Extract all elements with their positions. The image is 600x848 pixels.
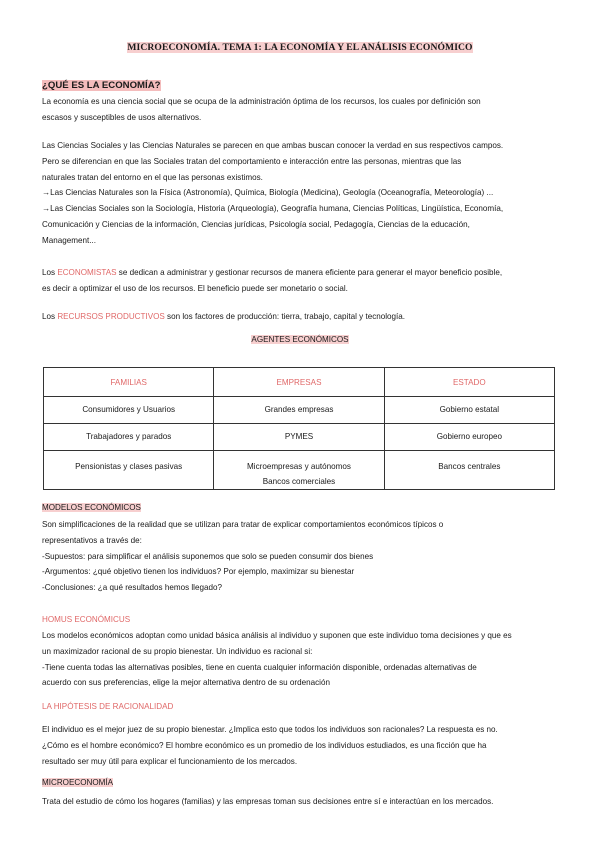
- section-heading-homus: HOMUS ECONÓMICUS: [42, 615, 131, 624]
- paragraph-hipotesis: El individuo es el mejor juez de su propio bienestar. ¿Implica esto que todos los individuos son racionales? La respuesta es no. ¿Cómo es el hombre económico? El hombre económico es un promedio de los individuos estudiados, es una ficción que ha resultado ser muy útil para explicar el funcionamiento de los mercados.: [42, 725, 498, 766]
- table-header-row: [44, 368, 555, 397]
- paragraph-economistas: Los ECONOMISTAS se dedican a administrar y gestionar recursos de manera eficiente para generar el mayor beneficio posible, es decir a optimizar el uso de los recursos. El beneficio puede ser monetario o social.: [42, 268, 503, 293]
- paragraph-homus: Los modelos económicos adoptan como unidad básica análisis al individuo y suponen que este individuo toma decisiones y que es un maximizador racional de su propio bienestar. Un individuo es racional si: -Tiene cuenta todas las alternativas posibles, tiene en cuenta cualquier información disponible, ordenadas alternativas de acuerdo con sus preferencias, elige la mejor alternativa dentro de su ordenación: [42, 631, 512, 688]
- table-row: [44, 424, 555, 451]
- agents-title: AGENTES ECONÓMICOS: [251, 335, 349, 344]
- section-heading-que-es: ¿QUÉ ES LA ECONOMÍA?: [42, 80, 161, 91]
- section-heading-micro: MICROECONOMÍA: [42, 778, 114, 787]
- paragraph-recursos: Los RECURSOS PRODUCTIVOS son los factores de producción: tierra, trabajo, capital y tecnología.: [42, 312, 406, 321]
- keyword-recursos: RECURSOS PRODUCTIVOS: [57, 312, 165, 321]
- table-cell: Trabajadores y parados: [44, 424, 214, 451]
- paragraph-ciencias: Las Ciencias Sociales y las Ciencias Naturales se parecen en que ambas buscan conocer la verdad en sus respectivos campos. Pero se diferencian en que las Sociales tratan del comportamiento e interacción entre las personas, mientras que las naturales tratan del entorno en el que las personas existimos. →Las Ciencias Naturales son la Física (Astronomía), Química, Biología (Medicina), Geología (Oceanografía, Meteorología) ... →Las Ciencias Sociales son la Sociología, Historia (Arqueología), Geografía humana, Ciencias Políticas, Lingüística, Economía, Comunicación y Ciencias de la información, Ciencias jurídicas, Psicología social, Pedagogía, Ciencias de la educación, Management...: [42, 141, 504, 245]
- table-row: [44, 451, 555, 490]
- table-row: [44, 397, 555, 424]
- section-heading-modelos: MODELOS ECONÓMICOS: [42, 503, 141, 512]
- table-cell: Microempresas y autónomos Bancos comerciales: [214, 451, 384, 490]
- table-cell: Gobierno europeo: [384, 424, 554, 451]
- paragraph-definition: La economía es una ciencia social que se ocupa de la administración óptima de los recursos, los cuales por definición son escasos y susceptibles de usos alternativos.: [42, 97, 481, 122]
- subheading-hipotesis: LA HIPÓTESIS DE RACIONALIDAD: [42, 702, 174, 711]
- document-title-text: MICROECONOMÍA. TEMA 1: LA ECONOMÍA Y EL ANÁLISIS ECONÓMICO: [127, 42, 473, 53]
- agents-table: [43, 367, 555, 490]
- table-cell: Grandes empresas: [214, 397, 384, 424]
- table-cell: PYMES: [214, 424, 384, 451]
- header-familias: FAMILIAS: [44, 368, 214, 397]
- keyword-economistas: ECONOMISTAS: [57, 268, 117, 277]
- table-cell: Gobierno estatal: [384, 397, 554, 424]
- table-cell: Bancos centrales: [384, 451, 554, 490]
- document-title: [0, 42, 600, 53]
- paragraph-micro: Trata del estudio de cómo los hogares (familias) y las empresas toman sus decisiones entre sí e interactúan en los mercados.: [42, 797, 494, 806]
- header-empresas: EMPRESAS: [214, 368, 384, 397]
- table-cell: Pensionistas y clases pasivas: [44, 451, 214, 490]
- header-estado: ESTADO: [384, 368, 554, 397]
- table-cell: Consumidores y Usuarios: [44, 397, 214, 424]
- paragraph-modelos: Son simplificaciones de la realidad que se utilizan para tratar de explicar comportamientos económicos típicos o representativos a través de: -Supuestos: para simplificar el análisis suponemos que solo se pueden consumir dos bienes -Argumentos: ¿qué objetivo tienen los individuos? Por ejemplo, maximizar su bienestar -Conclusiones: ¿a qué resultados hemos llegado?: [42, 520, 444, 593]
